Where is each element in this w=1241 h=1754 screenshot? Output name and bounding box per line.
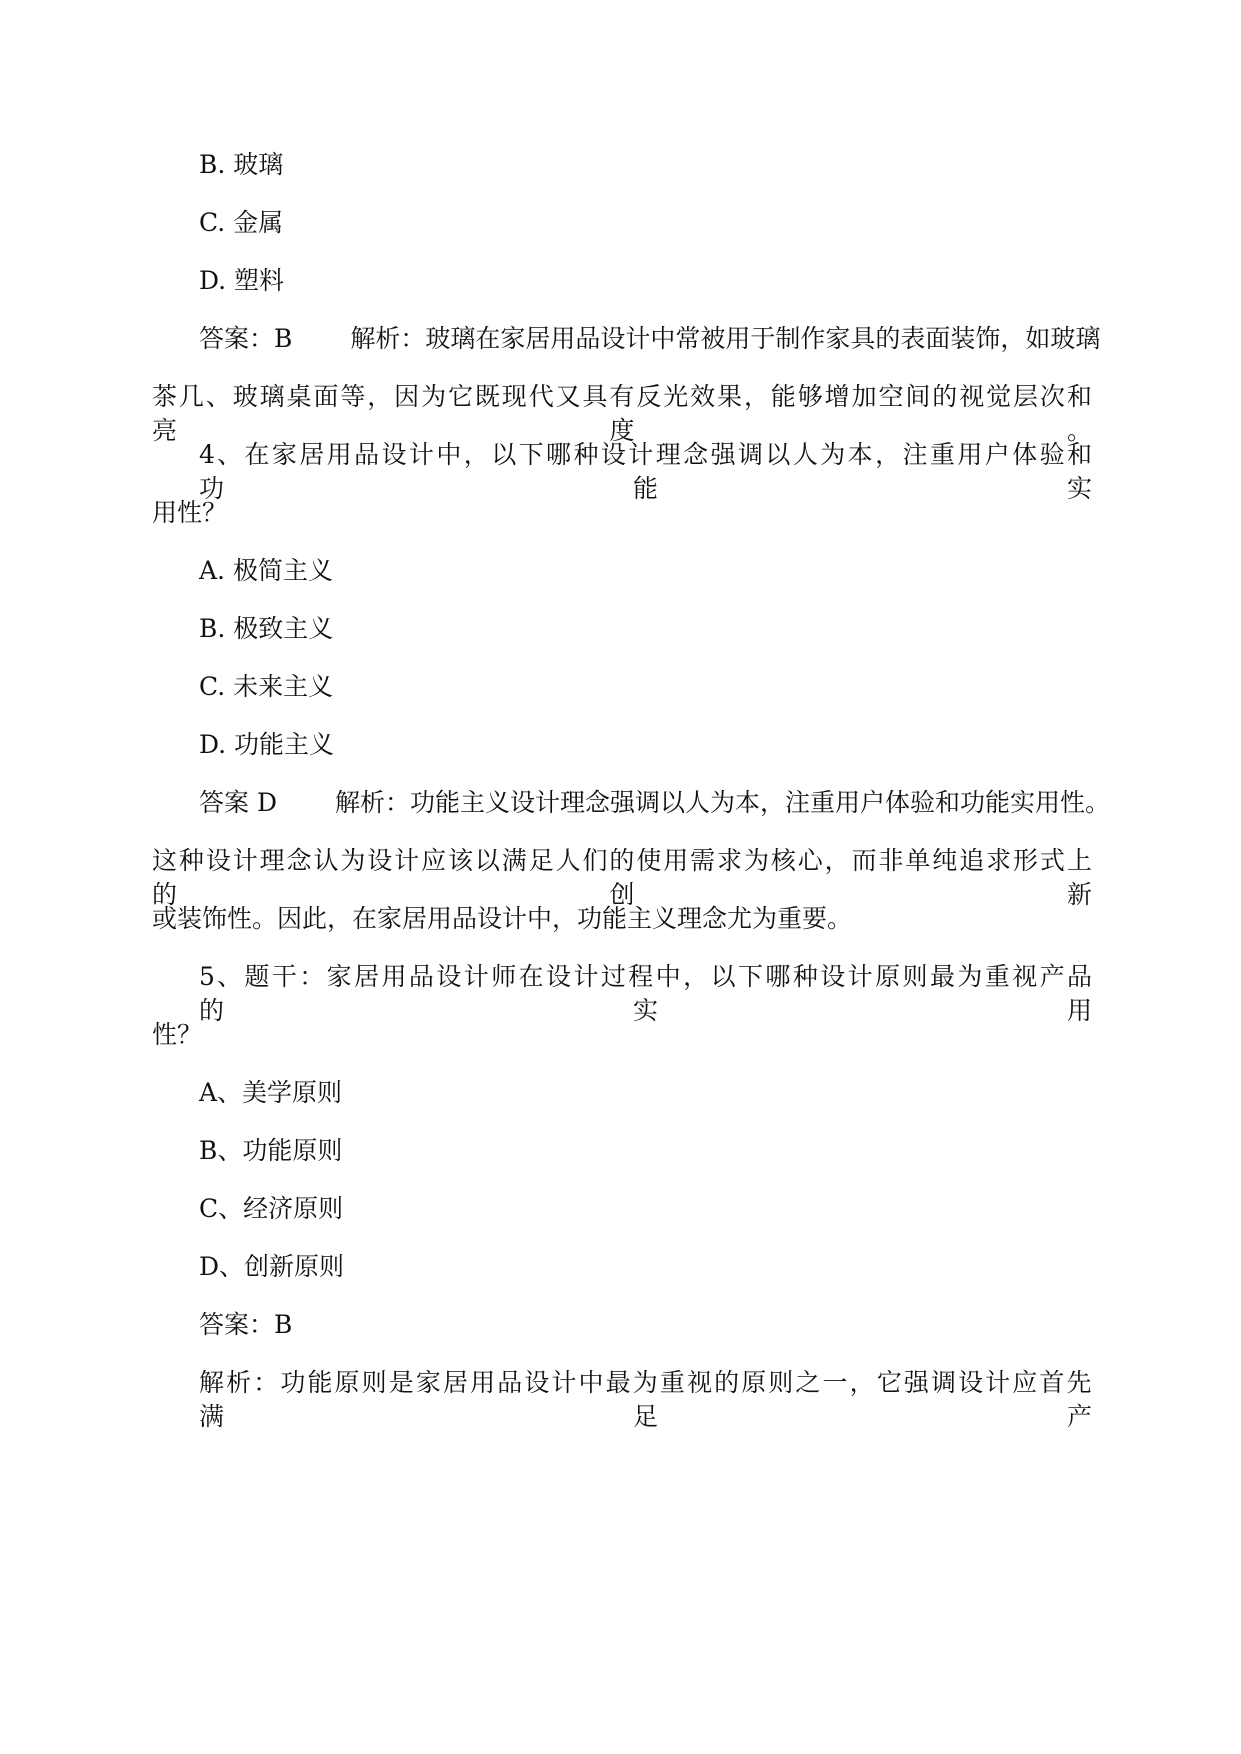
q5-option-a: A、美学原则 (199, 1078, 343, 1107)
q3-option-b: B. 玻璃 (199, 150, 284, 179)
q5-stem-line1: 5 、 题 干 ： 家 居 用 品 设 计 师 在 设 计 过 程 中 ， 以 下 哪 种 设 计 原 则 最 为 重 视 产 品 的 实 用 (199, 962, 1093, 1025)
q4-analysis-line2: 这 种 设 计 理 念 认 为 设 计 应 该 以 满 足 人 们 的 使 用 需 求 为 核 心 ， 而 非 单 纯 追 求 形 式 上 的 创 新 (152, 846, 1092, 909)
q4-analysis-line1: 解析：功能主义设计理念强调以人为本，注重用户体验和功能实用性。 (335, 788, 1111, 817)
q5-stem-line2: 性？ (152, 1020, 203, 1049)
q4-answer: 答案 D (199, 788, 277, 817)
q3-option-d: D. 塑料 (199, 266, 285, 295)
q4-option-a: A. 极简主义 (199, 556, 333, 585)
q4-option-c: C. 未来主义 (199, 672, 334, 701)
q5-option-d: D、创新原则 (199, 1252, 345, 1281)
q3-answer-analysis-row (199, 322, 1101, 356)
q4-stem-line2: 用性？ (152, 498, 228, 527)
q3-analysis-line1: 解析：玻璃在家居用品设计中常被用于制作家具的表面装饰，如玻璃 (350, 324, 1101, 353)
q5-analysis-line1: 解 析 ： 功 能 原 则 是 家 居 用 品 设 计 中 最 为 重 视 的 原 则 之 一 ， 它 强 调 设 计 应 首 先 满 足 产 (199, 1368, 1092, 1431)
q3-option-c: C. 金属 (199, 208, 284, 237)
q3-answer: 答案：B (199, 324, 293, 353)
q5-answer: 答案：B (199, 1310, 293, 1339)
q4-stem-line1: 4 、 在 家 居 用 品 设 计 中 ， 以 下 哪 种 设 计 理 念 强 调 以 人 为 本 ， 注 重 用 户 体 验 和 功 能 实 (199, 440, 1093, 503)
q4-option-d: D. 功能主义 (199, 730, 335, 759)
q3-analysis-line2: 茶 几 、 玻 璃 桌 面 等 ， 因 为 它 既 现 代 又 具 有 反 光 效 果 ， 能 够 增 加 空 间 的 视 觉 层 次 和 亮 度 。 (152, 382, 1092, 445)
q4-option-b: B. 极致主义 (199, 614, 334, 643)
q5-option-c: C、经济原则 (199, 1194, 344, 1223)
q4-answer-analysis-row (199, 786, 1111, 820)
q5-option-b: B、功能原则 (199, 1136, 343, 1165)
q4-analysis-line3: 或装饰性。因此，在家居用品设计中，功能主义理念尤为重要。 (152, 904, 853, 933)
